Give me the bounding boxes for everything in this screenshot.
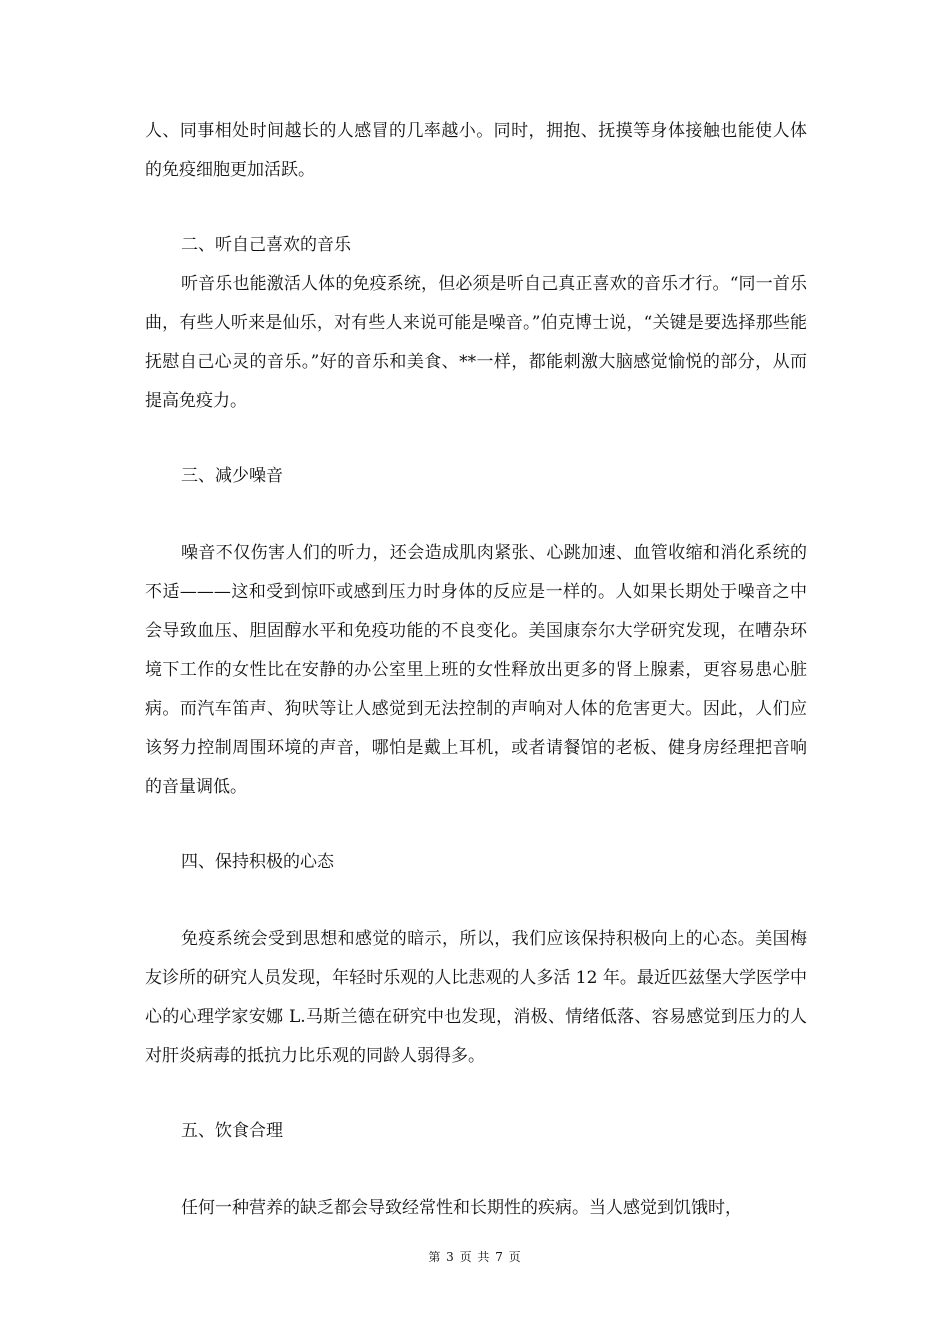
spacer [145, 496, 807, 534]
spacer [145, 421, 807, 457]
section-heading-noise: 三、减少噪音 [181, 466, 283, 486]
continuation-paragraph: 人、同事相处时间越长的人感冒的几率越小。同时，拥抱、抚摸等身体接触也能使人体的免疫细胞更加活跃。 [145, 121, 807, 180]
spacer [145, 807, 807, 843]
section-heading-diet: 五、饮食合理 [181, 1121, 283, 1141]
section-body-diet: 任何一种营养的缺乏都会导致经常性和长期性的疾病。当人感觉到饥饿时， [181, 1198, 742, 1218]
spacer [145, 190, 807, 226]
spacer [145, 882, 807, 920]
spacer [145, 1151, 807, 1189]
section-body-noise: 噪音不仅伤害人们的听力，还会造成肌肉紧张、心跳加速、血管收缩和消化系统的不适———这和受到惊吓或感到压力时身体的反应是一样的。人如果长期处于噪音之中会导致血压、胆固醇水平和免疫功能的不良变化。美国康奈尔大学研究发现，在嘈杂环境下工作的女性比在安静的办公室里上班的女性释放出更多的肾上腺素，更容易患心脏病。而汽车笛声、狗吠等让人感觉到无法控制的声响对人体的危害更大。因此，人们应该努力控制周围环境的声音，哪怕是戴上耳机，或者请餐馆的老板、健身房经理把音响的音量调低。 [145, 543, 807, 797]
document-body [145, 112, 807, 1228]
section-heading-attitude: 四、保持积极的心态 [181, 852, 334, 872]
section-heading-music: 二、听自己喜欢的音乐 [181, 235, 351, 255]
spacer [145, 1076, 807, 1112]
section-body-music: 听音乐也能激活人体的免疫系统，但必须是听自己真正喜欢的音乐才行。“同一首乐曲，有些人听来是仙乐，对有些人来说可能是噪音。”伯克博士说，“关键是要选择那些能抚慰自己心灵的音乐。”好的音乐和美食、**一样，都能刺激大脑感觉愉悦的部分，从而提高免疫力。 [145, 274, 807, 411]
section-body-attitude: 免疫系统会受到思想和感觉的暗示，所以，我们应该保持积极向上的心态。美国梅友诊所的研究人员发现，年轻时乐观的人比悲观的人多活 12 年。最近匹兹堡大学医学中心的心理学家安娜 L.马斯兰德在研究中也发现，消极、情绪低落、容易感觉到压力的人对肝炎病毒的抵抗力比乐观的同龄人弱得多。 [145, 929, 807, 1066]
page-number-footer: 第 3 页 共 7 页 [428, 1250, 522, 1264]
